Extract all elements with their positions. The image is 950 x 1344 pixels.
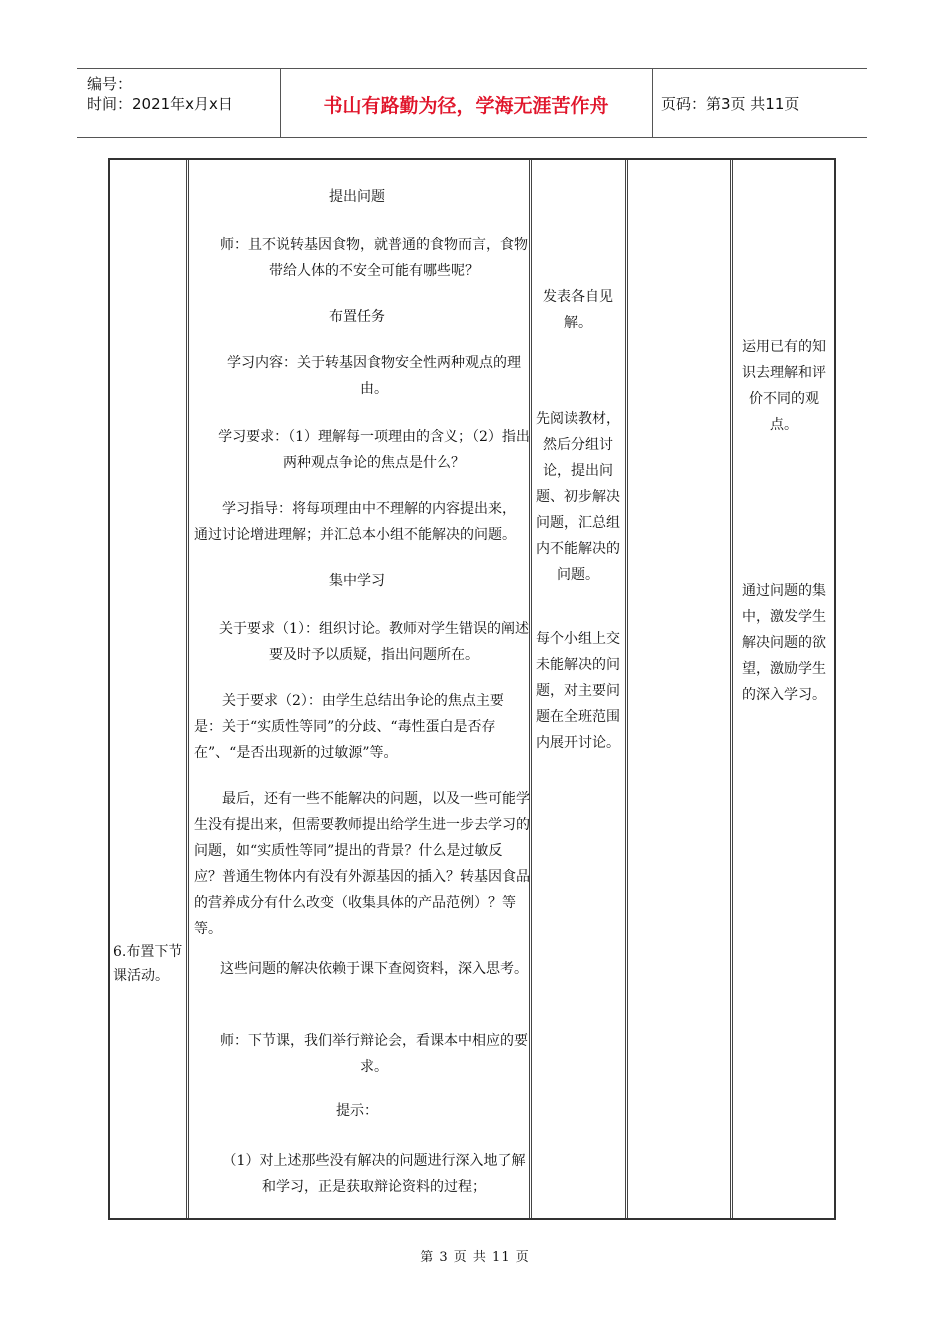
doc-date: 时间：2021年x月x日 bbox=[87, 95, 233, 113]
teacher-paragraph: 学习要求：（1）理解每一项理由的含义；（2）指出两种观点争论的焦点是什么？ bbox=[218, 429, 530, 471]
teacher-paragraph: 关于要求（1）：组织讨论。教师对学生错误的阐述要及时予以质疑，指出问题所在。 bbox=[219, 621, 529, 663]
teacher-paragraph: 关于要求（2）：由学生总结出争论的焦点主要是：关于“实质性等同”的分歧、“毒性蛋白是否存在”、“是否出现新的过敏源”等。 bbox=[194, 693, 504, 761]
heading-raise-question: 提出问题 bbox=[329, 189, 385, 205]
lesson-table bbox=[108, 158, 836, 1220]
teacher-paragraph: 学习指导：将每项理由中不理解的内容提出来，通过讨论增进理解；并汇总本小组不能解决的问题。 bbox=[194, 501, 516, 543]
doc-code-label: 编号： bbox=[87, 75, 133, 93]
step-label: 6.布置下节课活动。 bbox=[113, 944, 183, 984]
student-activity: 每个小组上交未能解决的问题，对主要问题在全班范围内展开讨论。 bbox=[536, 631, 620, 751]
teacher-paragraph: （1）对上述那些没有解决的问题进行深入地了解和学习，正是获取辩论资料的过程； bbox=[222, 1153, 526, 1195]
student-activity: 发表各自见解。 bbox=[543, 289, 613, 331]
column-divider bbox=[625, 160, 628, 1218]
teacher-paragraph: 师：且不说转基因食物，就普通的食物而言，食物带给人体的不安全可能有哪些呢？ bbox=[220, 237, 528, 279]
header-page-cell bbox=[653, 69, 867, 137]
page-footer: 第 3 页 共 11 页 bbox=[420, 1250, 530, 1265]
heading-centralized-study: 集中学习 bbox=[329, 573, 385, 589]
header-motto-cell bbox=[280, 69, 653, 137]
teacher-paragraph: 这些问题的解决依赖于课下查阅资料，深入思考。 bbox=[220, 961, 528, 977]
column-divider bbox=[730, 160, 733, 1218]
teacher-paragraph: 学习内容：关于转基因食物安全性两种观点的理由。 bbox=[227, 355, 521, 397]
heading-hint: 提示： bbox=[336, 1103, 378, 1119]
student-activity: 先阅读教材，然后分组讨论，提出问题、初步解决问题，汇总组内不能解决的问题。 bbox=[536, 411, 620, 583]
teacher-paragraph: 师：下节课，我们举行辩论会，看课本中相应的要求。 bbox=[220, 1033, 528, 1075]
header-meta-cell bbox=[77, 69, 281, 137]
page-info: 页码：第3页 共11页 bbox=[661, 95, 800, 113]
column-divider bbox=[186, 160, 189, 1218]
design-intent: 通过问题的集中，激发学生解决问题的欲望，激励学生的深入学习。 bbox=[742, 583, 826, 703]
motto: 书山有路勤为径，学海无涯苦作舟 bbox=[323, 95, 609, 117]
design-intent: 运用已有的知识去理解和评价不同的观点。 bbox=[742, 339, 826, 433]
teacher-paragraph: 最后，还有一些不能解决的问题，以及一些可能学生没有提出来，但需要教师提出给学生进一步去学习的问题，如“实质性等同”提出的背景？什么是过敏反应？普通生物体内有没有外源基因的插入？转基因食品的营养成分有什么改变（收集具体的产品范例）？等等。 bbox=[194, 791, 530, 937]
heading-assign-task: 布置任务 bbox=[329, 309, 385, 325]
page-header bbox=[77, 68, 867, 138]
